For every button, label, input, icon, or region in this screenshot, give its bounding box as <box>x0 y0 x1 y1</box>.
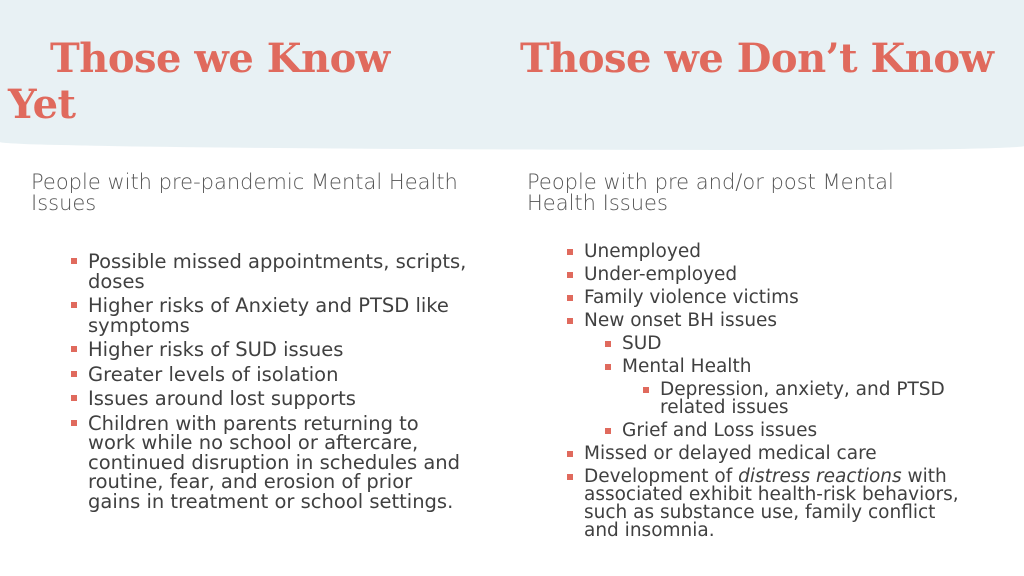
left-bullet-list <box>88 252 468 516</box>
left-bullet-item: Higher risks of SUD issues <box>88 340 468 360</box>
bullet-text-emphasis: distress reactions <box>738 466 902 487</box>
left-bullet-item: Possible missed appointments, scripts, doses <box>88 250 467 293</box>
sub-sub-bullet-list <box>660 381 964 417</box>
bullet-text: Missed or delayed medical care <box>584 443 877 464</box>
bullet-text: Depression, anxiety, and PTSD related issues <box>660 379 945 418</box>
right-bullet-item <box>584 266 964 284</box>
sub-bullet-item <box>622 335 964 353</box>
sub-bullet-list <box>622 335 964 440</box>
bullet-text: Mental Health <box>622 356 752 377</box>
sub-sub-bullet-item <box>660 381 964 417</box>
right-bullet-item <box>584 445 964 463</box>
left-bullet-item: Issues around lost supports <box>88 389 468 409</box>
bullet-text: SUD <box>622 333 662 354</box>
left-subheading: People with pre-pandemic Mental Health Issues <box>31 170 458 215</box>
left-bullet-item: Higher risks of Anxiety and PTSD like symptoms <box>88 296 468 335</box>
right-bullet-item <box>584 289 964 307</box>
bullet-text: New onset BH issues <box>584 310 778 331</box>
bullet-text-lead: Development of <box>584 466 739 487</box>
right-bullet-item <box>584 468 964 540</box>
sub-bullet-item <box>622 358 964 417</box>
right-subheading: People with pre and/or post Mental Health Issues <box>527 170 894 215</box>
left-column-title: Those we Know Yet <box>8 35 390 128</box>
bullet-text: Grief and Loss issues <box>622 420 818 441</box>
right-column-title: Those we Don’t Know <box>520 35 994 82</box>
right-bullet-list <box>584 243 964 545</box>
left-bullet-item: Greater levels of isolation <box>88 365 468 385</box>
right-bullet-item <box>584 312 964 440</box>
bullet-text: Under-employed <box>584 264 738 285</box>
left-bullet-item: Children with parents returning to work while no school or aftercare, continued disruption in schedules and routine, fear, and erosion of prior gains in treatment or school settings. <box>88 414 468 512</box>
sub-bullet-item <box>622 422 964 440</box>
bullet-text: Family violence victims <box>584 287 799 308</box>
bullet-text-tail: with associated exhibit health-risk behaviors, such as substance use, family conflict and insomnia. <box>584 466 959 541</box>
bullet-text: Unemployed <box>584 241 701 262</box>
right-bullet-item <box>584 243 964 261</box>
